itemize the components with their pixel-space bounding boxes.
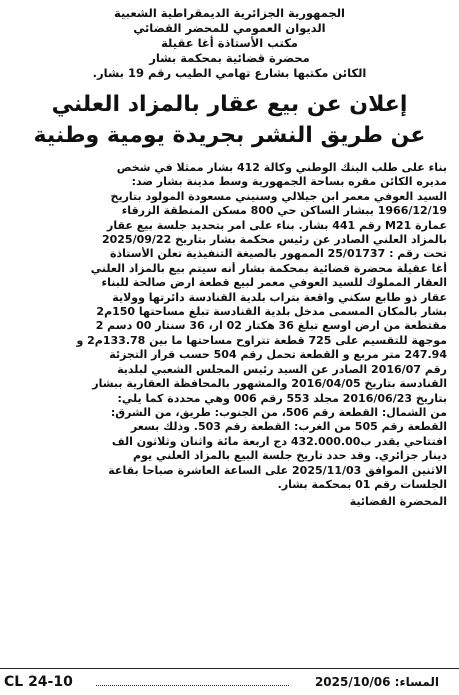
publication-code: CL 24-10: [4, 674, 73, 690]
body-line: بشار بالمكان المسمى مدخل بلدية القنادسة تبلغ مساحتها 150م2: [96, 305, 447, 319]
body-line: دينار جزائري. وقد حدد تاريخ جلسة البيع بالمزاد العلني يوم: [133, 449, 447, 463]
notice-body: [12, 161, 447, 492]
header-line-country: الجمهورية الجزائرية الديمقراطية الشعبية: [113, 6, 345, 20]
body-line: بالمزاد العلني الصادر عن رئيس محكمة بشار بتاريخ 2025/09/22: [101, 233, 447, 247]
body-line: بناء على طلب البنك الوطني وكالة 412 بشار ممثلا في شخص: [116, 161, 447, 174]
body-line: موجهة للتقسيم على 725 قطعة تتراوح مساحتها ما بين 133.78م2 و: [76, 333, 447, 347]
header-line-office: الديوان العمومي للمحضر القضائي: [133, 21, 326, 35]
body-line: تحت رقم : 25/01737 الممهور بالصيغة التنفيذية تعلن الأستاذة: [110, 247, 447, 261]
body-line: عمارة M21 رقم 441 بشار. بناء على امر بتحديد جلسة بيع عقار: [107, 218, 447, 232]
header-line-address: الكائن مكتبها بشارع تهامي الطيب رقم 19 بشار.: [92, 66, 367, 80]
body-line: 1966/12/19 ببشار الساكن حي 800 مسكن المنطقة الزرقاء: [121, 204, 447, 218]
notice-title-line-1: إعلان عن بيع عقار بالمزاد العلني: [51, 92, 408, 117]
body-line: افتتاحي يقدر ب432.000.00 دج اربعة مائة واثنان وثلاثون الف: [111, 434, 447, 448]
header-line-bailiff: محضرة قضائية بمحكمة بشار: [149, 51, 310, 65]
footer-dotted-rule: [96, 685, 289, 686]
body-line: الاثنين الموافق 2025/11/03 على الساعة العاشرة صباحا بقاعة: [108, 463, 447, 477]
body-line: أغا عقيلة محضرة قضائية بمحكمة بشار أنه سيتم بيع بالمزاد العلني: [90, 261, 447, 275]
body-line: بتاريخ 2016/06/23 مجلد 553 رقم 006 وهي محددة كما يلي:: [117, 391, 447, 405]
notice-header: [12, 6, 447, 81]
body-line: القطعة رقم 505 من الغرب: القطعة رقم 503. وذلك بسعر: [130, 420, 447, 434]
body-line: مقتطعة من ارض اوسع تبلغ 36 هكتار 02 ار، 36 سنتار 00 دسم 2: [95, 319, 447, 333]
publication-footer: [0, 668, 459, 695]
body-line: القنادسة بتاريخ 2016/04/05 والمشهور بالمحافظة العقارية ببشار: [92, 377, 447, 391]
body-line: رقم 2016/07 الصادر عن السيد رئيس المجلس الشعبي لبلدية: [117, 362, 447, 376]
body-line: من الشمال: القطعة رقم 506، من الجنوب: طريق، من الشرق:: [110, 405, 447, 419]
body-line: السيد العوفي معمر ابن جيلالي وسنيني مسعودة المولود بتاريخ: [110, 189, 447, 203]
notice-title-line-2: عن طريق النشر بجريدة يومية وطنية: [33, 123, 426, 148]
publication-date: المساء: 2025/10/06: [314, 675, 439, 689]
body-line: 247.94 متر مربع و القطعة تحمل رقم 504 حسب قرار التجزئة: [109, 348, 447, 362]
body-line: عقار ذو طابع سكني واقعة بتراب بلدية القنادسة دائرتها وولاية: [112, 290, 447, 304]
body-line: العقار المملوك للسيد العوفي معمر لبيع قطعة ارض صالحة للبناء: [101, 276, 447, 290]
header-line-bureau: مكتب الأستاذة أغا عقيلة: [161, 36, 298, 50]
body-line: الجلسات رقم 01 بمحكمة بشار.: [277, 477, 447, 491]
body-line: مديره الكائن مقره بساحة الجمهورية وسط مدينة بشار ضد:: [131, 175, 447, 189]
signature: المحضرة القضائية: [349, 495, 447, 509]
